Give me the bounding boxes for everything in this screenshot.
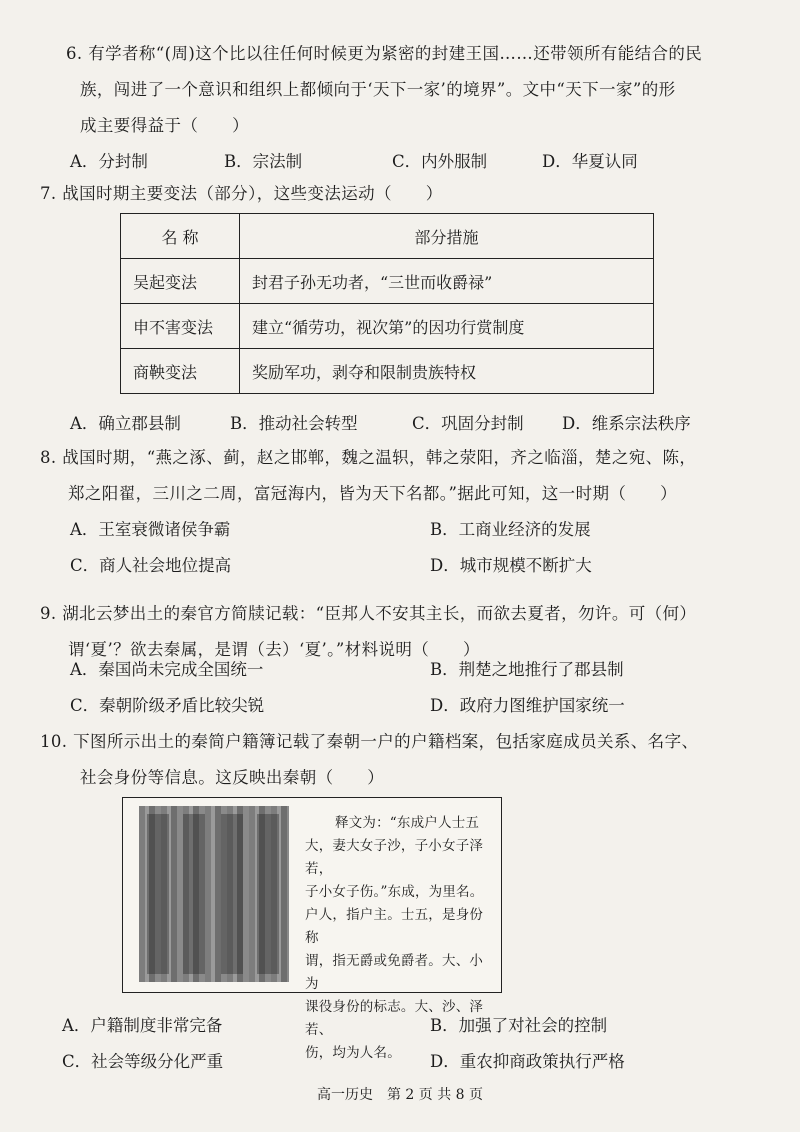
option-b[interactable]: B．宗法制	[224, 152, 303, 171]
question-6-line: 成主要得益于（ ）	[80, 116, 249, 135]
question-7	[40, 176, 740, 212]
question-8	[40, 440, 740, 512]
option-c[interactable]: C．秦朝阶级矛盾比较尖锐	[70, 696, 265, 715]
question-10-line: 社会身份等信息。这反映出秦朝（ ）	[80, 768, 385, 787]
option-a[interactable]: A．分封制	[70, 152, 148, 171]
question-10-options	[62, 1012, 752, 1072]
question-9-options	[70, 656, 750, 716]
question-9-line: 9. 湖北云梦出土的秦官方简牍记载：“臣邦人不安其主长，而欲去夏者，勿许。可（何）	[40, 604, 697, 623]
option-c[interactable]: C．巩固分封制	[412, 414, 524, 433]
question-6-line: 族，闯进了一个意识和组织上都倾向于‘天下一家’的境界”。文中“天下一家”的形	[80, 80, 676, 99]
question-6-line: 6. 有学者称“(周)这个比以往任何时候更为紧密的封建王国……还带领所有能结合的民	[66, 44, 703, 63]
option-b[interactable]: B．荆楚之地推行了郡县制	[430, 660, 624, 679]
option-b[interactable]: B．推动社会转型	[230, 414, 358, 433]
option-c[interactable]: C．内外服制	[392, 152, 488, 171]
reform-measure: 封君子孙无功者，“三世而收爵禄”	[240, 259, 654, 304]
caption-line: 伤，均为人名。	[305, 1045, 401, 1061]
option-b[interactable]: B．工商业经济的发展	[430, 520, 591, 539]
caption-line: 户人，指户主。士五，是身份称	[305, 907, 484, 946]
option-c[interactable]: C．商人社会地位提高	[70, 556, 232, 575]
table-header-measure: 部分措施	[240, 214, 654, 259]
table-row	[121, 304, 654, 349]
option-b[interactable]: B．加强了对社会的控制	[430, 1016, 608, 1035]
table-row	[121, 349, 654, 394]
question-8-options	[70, 516, 750, 576]
question-9-line: 谓‘夏’？欲去秦属，是谓（去）‘夏’。”材料说明（ ）	[68, 640, 480, 659]
option-a[interactable]: A．确立郡县制	[70, 414, 181, 433]
option-c[interactable]: C．社会等级分化严重	[62, 1052, 224, 1071]
reform-name: 申不害变法	[121, 304, 240, 349]
reform-name: 吴起变法	[121, 259, 240, 304]
caption-line: 释文为：“东成户人士五	[335, 815, 480, 831]
page-footer: 高一历史 第 2 页 共 8 页	[316, 1087, 484, 1103]
option-d[interactable]: D．重农抑商政策执行严格	[430, 1052, 625, 1071]
caption-line: 谓，指无爵或免爵者。大、小为	[305, 953, 484, 992]
bamboo-slip-image	[139, 806, 289, 982]
reform-measure: 奖励军功，剥夺和限制贵族特权	[240, 349, 654, 394]
reform-measure: 建立“循劳功，视次第”的因功行赏制度	[240, 304, 654, 349]
question-6	[40, 36, 740, 144]
option-a[interactable]: A．户籍制度非常完备	[62, 1016, 223, 1035]
question-7-options	[70, 410, 760, 434]
caption-line: 子小女子伤。”东成，为里名。	[305, 884, 484, 900]
question-10-line: 10. 下图所示出土的秦简户籍簿记载了秦朝一户的户籍档案，包括家庭成员关系、名字、	[40, 732, 699, 751]
option-d[interactable]: D．华夏认同	[542, 152, 638, 171]
reform-name: 商鞅变法	[121, 349, 240, 394]
caption-line: 课役身份的标志。大、沙、泽若、	[305, 999, 484, 1038]
table-header-name: 名 称	[121, 214, 240, 259]
table-row	[121, 259, 654, 304]
caption-line: 大，妻大女子沙，子小女子泽若，	[305, 838, 484, 877]
reform-table	[120, 213, 654, 394]
question-8-line: 8. 战国时期，“燕之涿、蓟，赵之邯郸，魏之温轵，韩之荥阳，齐之临淄，楚之宛、陈，	[40, 448, 697, 467]
question-6-options	[70, 148, 750, 172]
option-d[interactable]: D．政府力图维护国家统一	[430, 696, 625, 715]
table-header-row	[121, 214, 654, 259]
question-8-line: 郑之阳翟，三川之二周，富冠海内，皆为天下名都。”据此可知，这一时期（ ）	[68, 484, 677, 503]
option-a[interactable]: A．秦国尚未完成全国统一	[70, 660, 264, 679]
option-d[interactable]: D．维系宗法秩序	[562, 414, 691, 433]
option-a[interactable]: A．王室衰微诸侯争霸	[70, 520, 231, 539]
question-7-line: 7. 战国时期主要变法（部分），这些变法运动（ ）	[40, 184, 443, 203]
question-10	[40, 724, 740, 796]
option-d[interactable]: D．城市规模不断扩大	[430, 556, 592, 575]
